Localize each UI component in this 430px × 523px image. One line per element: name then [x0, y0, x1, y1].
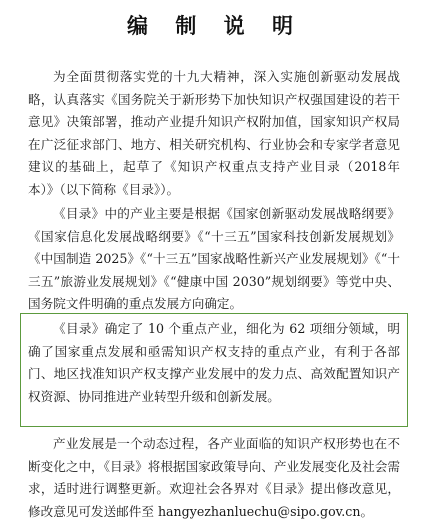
paragraph-background: 为全面贯彻落实党的十九大精神，深入实施创新驱动发展战略，认真落实《国务院关于新形势下加快知识产权强国建设的若干意见》决策部署，推动产业提升知识产权附加值，国家知识产权局在广泛征求部门、地方、相关研究机构、行业协会和专家学者意见建议的基础上，起草了《知识产权重点支持产业目录（2018年本）》（以下简称《目录》）。 — [28, 69, 400, 197]
paragraph-basis: 《目录》中的产业主要是根据《国家创新驱动发展战略纲要》《国家信息化发展战略纲要》《“十三五”国家科技创新发展规划》《中国制造 2025》《“十三五”国家战略性新兴产业发展规划》《“十三五”旅游业发展规划》《“健康中国 2030”规划纲要》等党中央、国务院文件明确的重点发展方向确定。 — [28, 206, 400, 312]
document-title: 编 制 说 明 — [127, 14, 303, 38]
paragraph-scope-highlighted: 《目录》确定了 10 个重点产业，细化为 62 项细分领域，明确了国家重点发展和亟需知识产权支持的重点产业，有利于各部门、地区找准知识产权支撑产业发展中的发力点、高效配置知识产权资源、协同推进产业转型升级和创新发展。 — [28, 321, 400, 404]
paragraph-feedback: 产业发展是一个动态过程，各产业面临的知识产权形势也在不断变化之中，《目录》将根据国家政策导向、产业发展变化及社会需求，适时进行调整更新。欢迎社会各界对《目录》提出修改意见，修改意见可发送邮件至 hangyezhanluechu@sipo.gov.cn。 — [28, 436, 400, 519]
